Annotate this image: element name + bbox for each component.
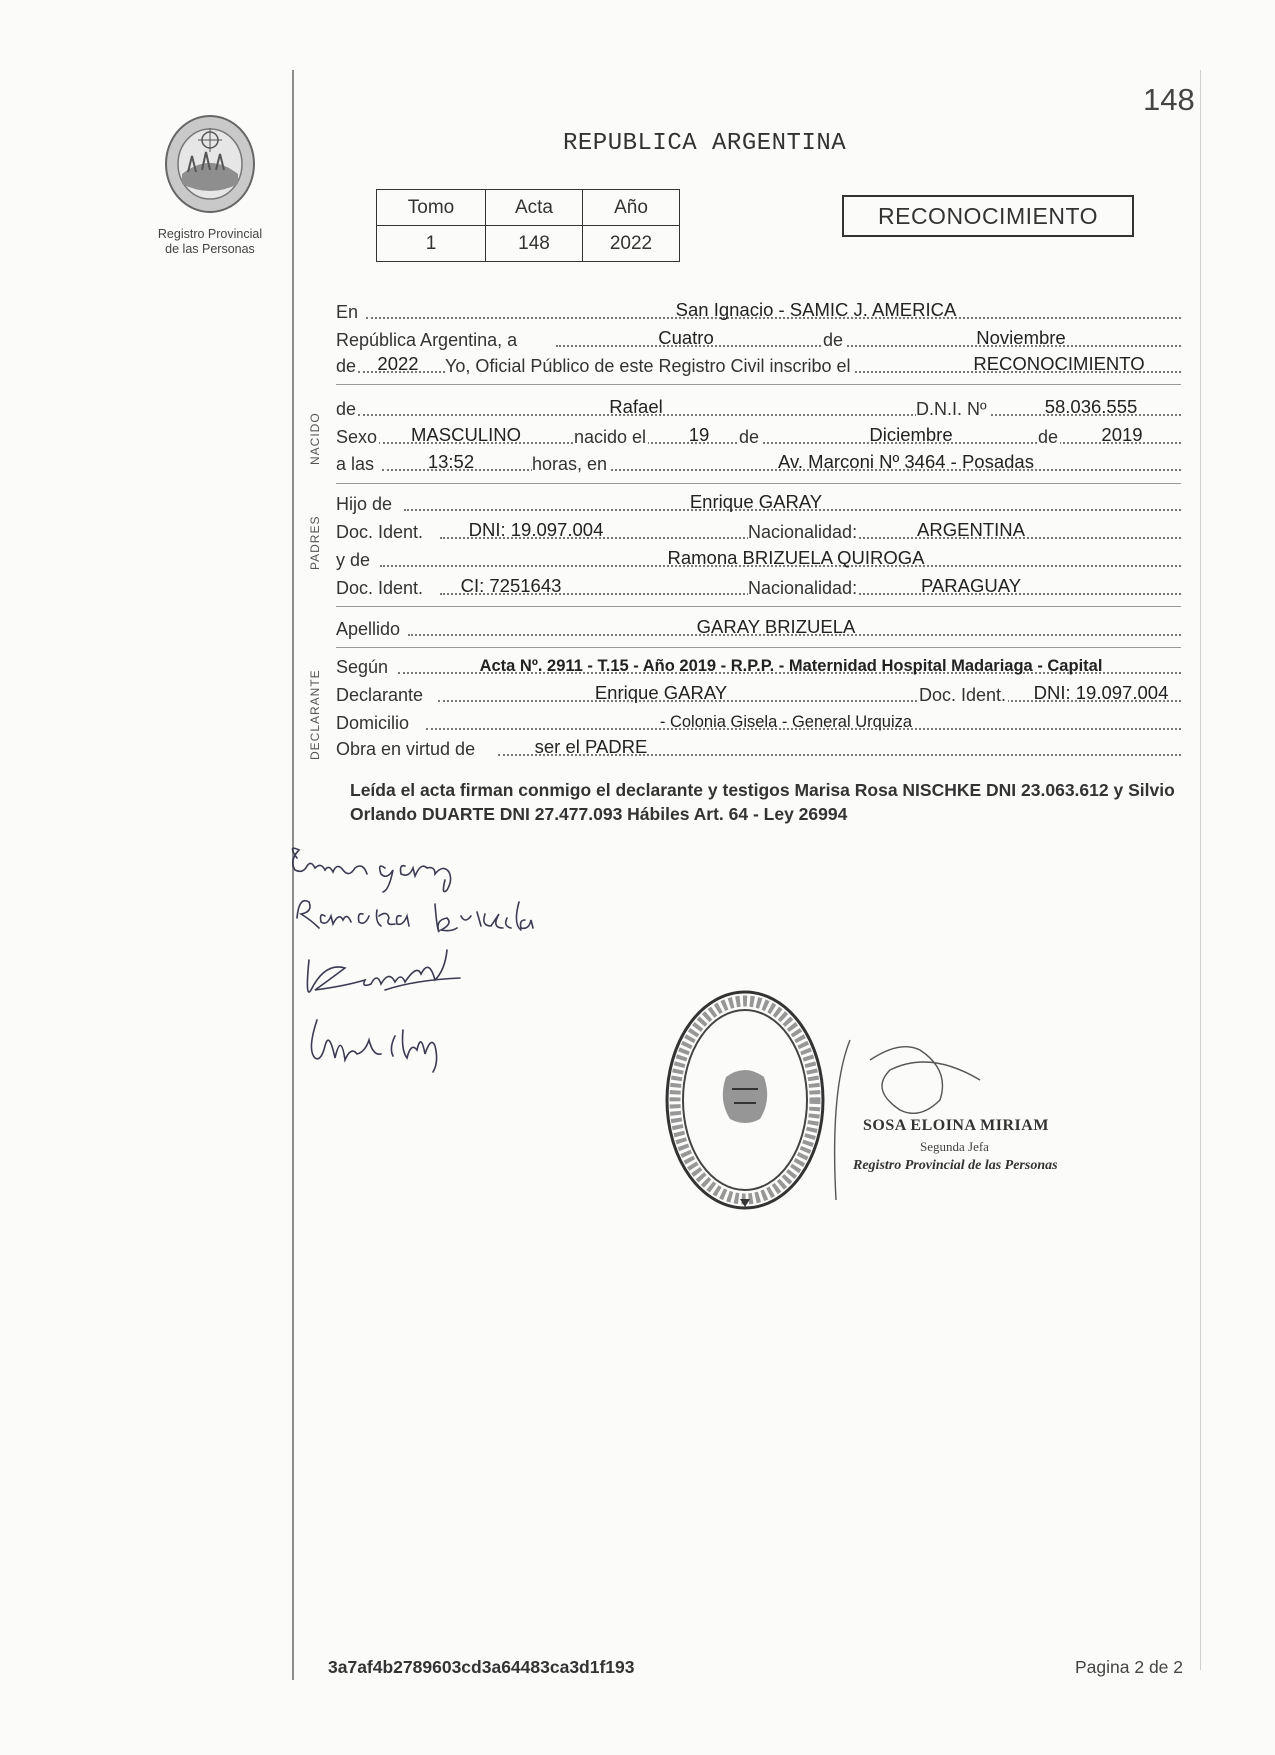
tomo-value: 1: [377, 226, 486, 262]
father-doc-label: Doc. Ident.: [336, 522, 424, 542]
mother-value: Ramona BRIZUELA QUIROGA: [667, 547, 925, 568]
father-row: [336, 490, 1181, 518]
dni-label: D.N.I. Nº: [916, 399, 987, 419]
de-label-1: de: [823, 330, 844, 350]
child-row: [336, 395, 1181, 423]
child-name-value: Rafael: [609, 396, 663, 417]
a-las-label: a las: [336, 454, 375, 474]
year-value: 2022: [377, 353, 419, 374]
official-role: Segunda Jefa: [920, 1139, 989, 1154]
declarant-doc-value: DNI: 19.097.004: [1033, 682, 1169, 703]
book-reference-table: [376, 189, 680, 262]
official-seal: [660, 985, 830, 1215]
separator-3: [336, 606, 1181, 607]
obra-label: Obra en virtud de: [336, 739, 476, 759]
official-text: Yo, Oficial Público de este Registro Civil inscribo el: [445, 356, 851, 376]
day-value: Cuatro: [658, 327, 714, 348]
province-logo: [140, 112, 280, 257]
acta-header: Acta: [486, 190, 583, 226]
nacido-label: nacido el: [574, 427, 647, 447]
yde-label: y de: [336, 550, 371, 570]
acta-value: 148: [486, 226, 583, 262]
separator-4: [336, 647, 1181, 648]
right-margin-line: [1200, 70, 1201, 1670]
segun-row: [336, 653, 1181, 681]
de-label-3: de: [336, 399, 357, 419]
address-value: - Colonia Gisela - General Urquiza: [659, 713, 913, 731]
year-row: [336, 352, 1181, 380]
child-dni-value: 58.036.555: [1044, 396, 1138, 417]
reason-value: ser el PADRE: [534, 736, 648, 757]
reason-row: [336, 735, 1181, 763]
apellido-label: Apellido: [336, 619, 401, 639]
anio-value: 2022: [583, 226, 680, 262]
official-org: Registro Provincial de las Personas: [853, 1158, 1058, 1173]
birth-time-value: 13:52: [427, 451, 475, 472]
father-nat-label: Nacionalidad:: [748, 522, 858, 542]
month-value: Noviembre: [976, 327, 1066, 348]
surname-row: [336, 615, 1181, 643]
page-indicator: Pagina 2 de 2: [1075, 1657, 1184, 1677]
father-doc-row: [336, 518, 1181, 546]
hijo-label: Hijo de: [336, 494, 393, 514]
segun-label: Según: [336, 657, 389, 677]
mother-nat-label: Nacionalidad:: [748, 578, 858, 598]
father-nat-value: ARGENTINA: [917, 519, 1025, 540]
de-label-4: de: [739, 427, 760, 447]
declarante-label: Declarante: [336, 685, 424, 705]
place-row: [336, 298, 1181, 326]
birth-day-value: 19: [688, 424, 710, 445]
father-value: Enrique GARAY: [689, 491, 823, 512]
declarant-value: Enrique GARAY: [594, 682, 728, 703]
republica-label: República Argentina, a: [336, 330, 518, 350]
mother-doc-value: CI: 7251643: [460, 575, 562, 596]
sheet-number: 148: [1143, 82, 1195, 117]
declarant-row: [336, 681, 1181, 709]
misiones-seal-icon: [162, 112, 258, 216]
mother-doc-row: [336, 574, 1181, 602]
side-label-nacido: NACIDO: [308, 412, 322, 465]
separator-2: [336, 483, 1181, 484]
surname-value: GARAY BRIZUELA: [696, 616, 856, 637]
act-type-box: RECONOCIMIENTO: [842, 195, 1134, 237]
legal-text: Leída el acta firman conmigo el declarante y testigos Marisa Rosa NISCHKE DNI 23.063.612 y Silvio Orlando DUARTE DNI 27.477.093 Hábiles Art. 64 - Ley 26994: [350, 780, 1175, 824]
tomo-header: Tomo: [377, 190, 486, 226]
address-row: [336, 709, 1181, 737]
logo-caption-line2: de las Personas: [165, 242, 255, 256]
de-label-2: de: [336, 356, 357, 376]
father-doc-value: DNI: 19.097.004: [468, 519, 604, 540]
declarant-doc-label: Doc. Ident.: [919, 685, 1007, 705]
segun-value: Acta Nº. 2911 - T.15 - Año 2019 - R.P.P. - Maternidad Hospital Madariaga - Capital: [479, 657, 1103, 675]
anio-header: Año: [583, 190, 680, 226]
de-label-5: de: [1038, 427, 1059, 447]
side-label-padres: PADRES: [308, 515, 322, 570]
birth-place-value: Av. Marconi Nº 3464 - Posadas: [778, 451, 1034, 472]
separator-1: [336, 384, 1181, 385]
sexo-label: Sexo: [336, 427, 378, 447]
page-title: REPUBLICA ARGENTINA: [563, 130, 847, 157]
handwritten-signatures: [285, 840, 545, 1075]
time-row: [336, 450, 1181, 478]
document-hash: 3a7af4b2789603cd3a64483ca3d1f193: [328, 1657, 635, 1677]
sex-value: MASCULINO: [411, 424, 521, 445]
mother-doc-label: Doc. Ident.: [336, 578, 424, 598]
sex-row: [336, 423, 1181, 451]
domicilio-label: Domicilio: [336, 713, 410, 733]
place-value: San Ignacio - SAMIC J. AMERICA: [675, 299, 957, 320]
official-name: SOSA ELOINA MIRIAM: [863, 1117, 1049, 1134]
logo-caption-line1: Registro Provincial: [157, 227, 263, 241]
horas-label: horas, en: [532, 454, 608, 474]
en-label: En: [336, 302, 359, 322]
side-label-declarante: DECLARANTE: [308, 669, 322, 760]
birth-month-value: Diciembre: [869, 424, 953, 445]
date-row: [336, 326, 1181, 354]
registered-act-value: RECONOCIMIENTO: [973, 353, 1145, 374]
birth-year-value: 2019: [1101, 424, 1143, 445]
mother-row: [336, 546, 1181, 574]
mother-nat-value: PARAGUAY: [920, 575, 1022, 596]
